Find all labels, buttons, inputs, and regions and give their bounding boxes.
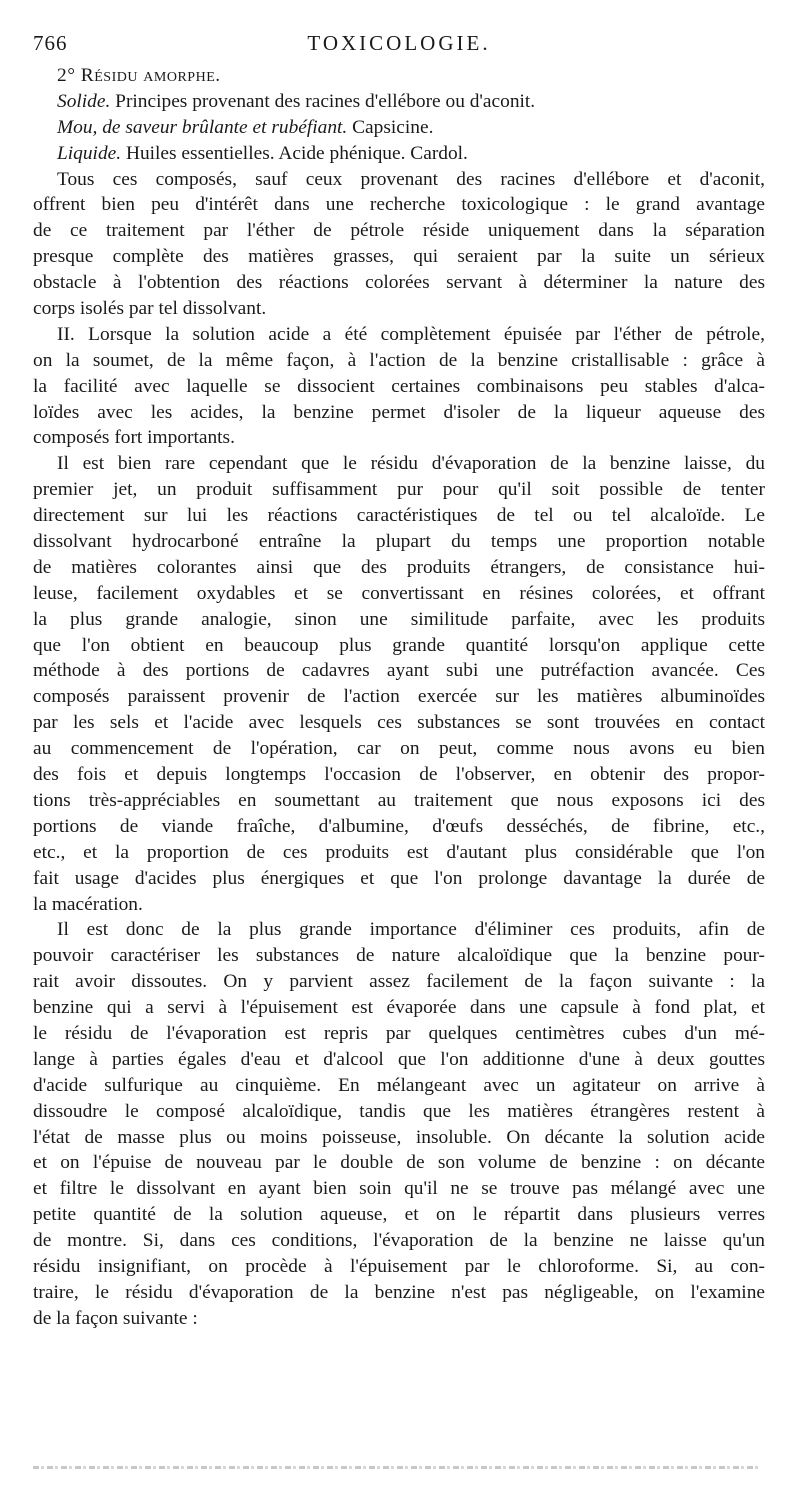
text-line: la macération. bbox=[33, 893, 143, 915]
residue-text: Capsicine. bbox=[347, 116, 434, 138]
text-line: Tous ces composés, sauf ceux provenant des racines d'ellébore et d'aconit, bbox=[57, 168, 765, 190]
residue-label: Solide. bbox=[57, 90, 111, 112]
text-line: pouvoir caractériser les substances de nature alcaloïdique que la benzine pour- bbox=[33, 945, 765, 967]
running-title: TOXICOLOGIE. bbox=[307, 31, 491, 55]
text-line: leuse, facilement oxydables et se convertissant en résines colorées, et offrant bbox=[33, 582, 765, 604]
text-line: premier jet, un produit suffisamment pur pour qu'il soit possible de tenter bbox=[33, 479, 765, 501]
text-line: benzine qui a servi à l'épuisement est évaporée dans une capsule à fond plat, et bbox=[33, 997, 765, 1019]
text-line: fait usage d'acides plus énergiques et que l'on prolonge davantage la durée de bbox=[33, 867, 765, 889]
text-line: composés paraissent provenir de l'action exercée sur les matières albuminoïdes bbox=[33, 686, 765, 708]
text-line: Il est donc de la plus grande importance d'éliminer ces produits, afin de bbox=[57, 919, 765, 941]
text-line: la plus grande analogie, sinon une similitude parfaite, avec les produits bbox=[33, 608, 765, 630]
text-line: que l'on obtient en beaucoup plus grande quantité lorsqu'on applique cette bbox=[33, 634, 765, 656]
text-line: et filtre le dissolvant en ayant bien soin qu'il ne se trouve pas mélangé avec une bbox=[33, 1178, 765, 1200]
text-line: II. Lorsque la solution acide a été complètement épuisée par l'éther de pétrole, bbox=[57, 323, 765, 345]
text-line: tions très-appréciables en soumettant au traitement que nous exposons ici des bbox=[33, 789, 765, 811]
text-line: Il est bien rare cependant que le résidu d'évaporation de la benzine laisse, du bbox=[57, 453, 765, 475]
residue-label: Mou, de saveur brûlante et rubéfiant. bbox=[57, 116, 348, 138]
residue-text: Principes provenant des racines d'ellébore ou d'aconit. bbox=[110, 90, 536, 112]
footer-rule bbox=[33, 1466, 761, 1469]
text-line: etc., et la proportion de ces produits est d'autant plus considérable que l'on bbox=[33, 841, 765, 863]
text-line: de ce traitement par l'éther de pétrole réside uniquement dans la séparation bbox=[33, 220, 765, 242]
text-line: l'état de masse plus ou moins poisseuse, insoluble. On décante la solution acide bbox=[33, 1126, 765, 1148]
text-line: dissolvant hydrocarboné entraîne la plupart du temps une proportion notable bbox=[33, 531, 765, 553]
text-line: obstacle à l'obtention des réactions colorées servant à déterminer la nature des bbox=[33, 272, 765, 294]
text-line: par les sels et l'acide avec lesquels ces substances se sont trouvées en contact bbox=[33, 712, 765, 734]
text-line: directement sur lui les réactions caractéristiques de tel ou tel alcaloïde. Le bbox=[33, 505, 765, 527]
text-line: rait avoir dissoutes. On y parvient assez facilement de la façon suivante : la bbox=[33, 971, 765, 993]
residue-text: Huiles essentielles. Acide phénique. Cardol. bbox=[121, 142, 468, 164]
residue-item bbox=[33, 141, 765, 167]
text-line: presque complète des matières grasses, qui seraient par la suite un sérieux bbox=[33, 246, 765, 268]
residue-label: Liquide. bbox=[57, 142, 122, 164]
text-line: traire, le résidu d'évaporation de la benzine n'est pas négligeable, on l'examine bbox=[33, 1281, 765, 1303]
page-number: 766 bbox=[33, 31, 68, 55]
text-line: de montre. Si, dans ces conditions, l'évaporation de la benzine ne laisse qu'un bbox=[33, 1230, 765, 1252]
text-line: des fois et depuis longtemps l'occasion de l'observer, en obtenir des propor- bbox=[33, 764, 765, 786]
text-line: au commencement de l'opération, car on peut, comme nous avons eu bien bbox=[33, 738, 765, 760]
page-header bbox=[33, 0, 765, 60]
text-line: de la façon suivante : bbox=[33, 1307, 198, 1329]
text-line: et on l'épuise de nouveau par le double de son volume de benzine : on décante bbox=[33, 1152, 765, 1174]
text-line: lange à parties égales d'eau et d'alcool que l'on additionne d'une à deux gouttes bbox=[33, 1048, 765, 1070]
text-line: portions de viande fraîche, d'albumine, d'œufs desséchés, de fibrine, etc., bbox=[33, 815, 765, 837]
text-line: composés fort importants. bbox=[33, 427, 235, 449]
text-line: la facilité avec laquelle se dissocient certaines combinaisons peu stables d'alca- bbox=[33, 375, 765, 397]
text-line: de matières colorantes ainsi que des produits étrangers, de consistance hui- bbox=[33, 556, 765, 578]
text-line: d'acide sulfurique au cinquième. En mélangeant avec un agitateur on arrive à bbox=[33, 1074, 765, 1096]
text-line: offrent bien peu d'intérêt dans une recherche toxicologique : le grand avantage bbox=[33, 194, 765, 216]
text-line: corps isolés par tel dissolvant. bbox=[33, 298, 267, 320]
text-line: le résidu de l'évaporation est repris par quelques centimètres cubes d'un mé- bbox=[33, 1022, 765, 1044]
section-heading: 2° Résidu amorphe. bbox=[57, 65, 221, 86]
residue-item bbox=[33, 89, 765, 115]
book-page bbox=[33, 0, 765, 1329]
text-line: petite quantité de la solution aqueuse, et on le répartit dans plusieurs verres bbox=[33, 1204, 765, 1226]
text-line: on la soumet, de la même façon, à l'action de la benzine cristallisable : grâce à bbox=[33, 349, 765, 371]
text-line: résidu insignifiant, on procède à l'épuisement par le chloroforme. Si, au con- bbox=[33, 1255, 765, 1277]
body-text bbox=[33, 63, 765, 1332]
text-line: méthode à des portions de cadavres ayant subi une putréfaction avancée. Ces bbox=[33, 660, 765, 682]
text-line: dissoudre le composé alcaloïdique, tandis que les matières étrangères restent à bbox=[33, 1100, 765, 1122]
text-line: loïdes avec les acides, la benzine permet d'isoler de la liqueur aqueuse des bbox=[33, 401, 765, 423]
residue-item bbox=[33, 115, 765, 141]
